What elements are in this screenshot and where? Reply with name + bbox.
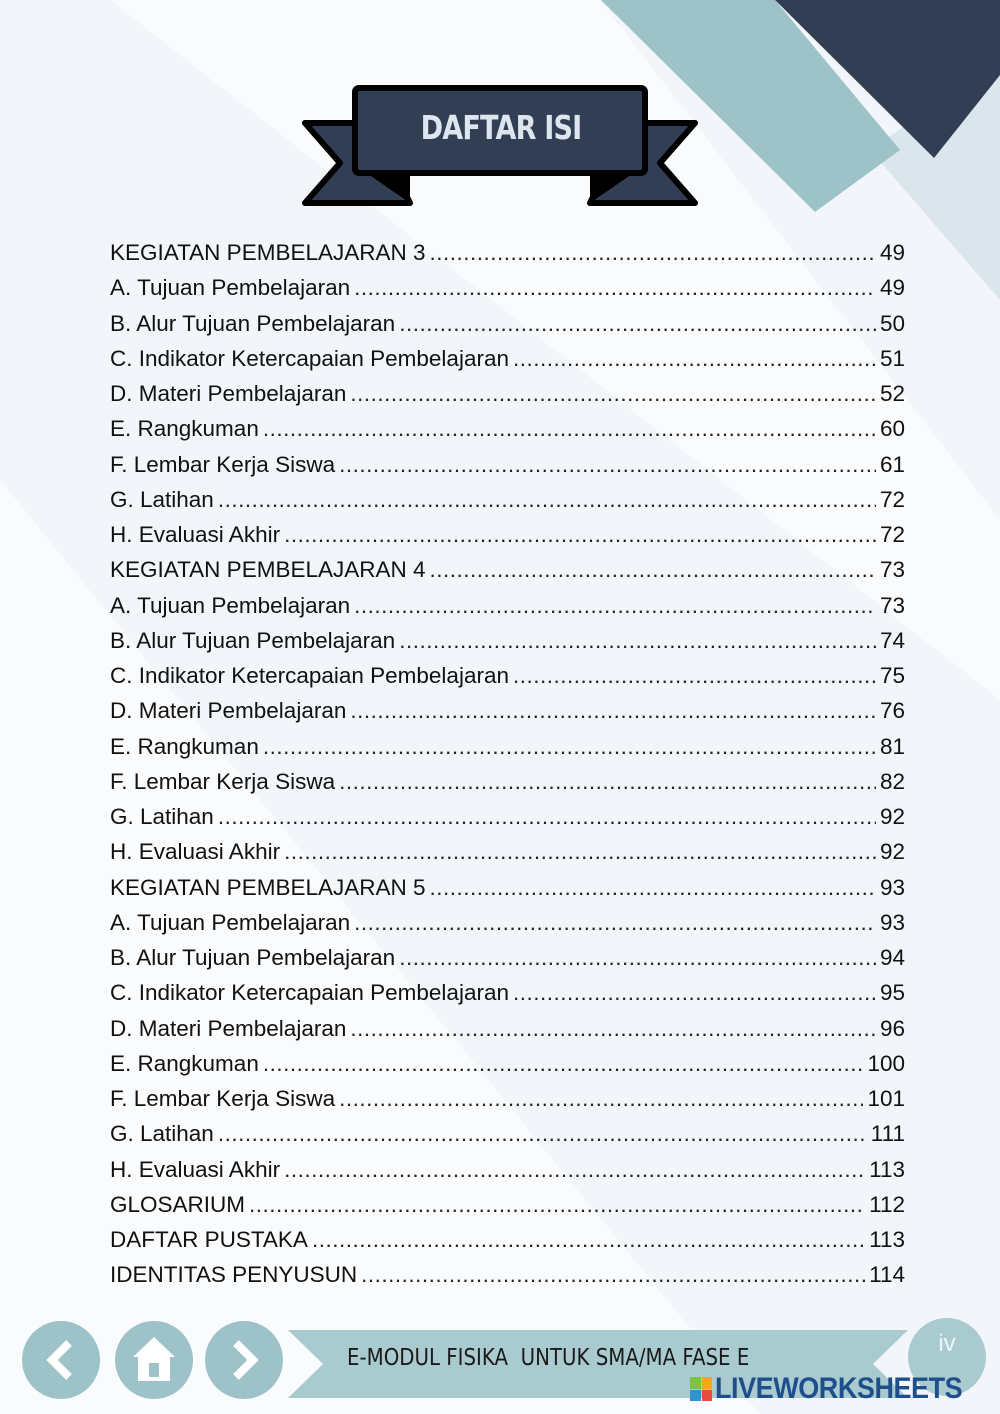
toc-entry-page: 50 — [879, 310, 905, 336]
toc-entry-page: 113 — [869, 1156, 905, 1182]
toc-entry[interactable] — [110, 1192, 905, 1227]
toc-entry[interactable] — [110, 346, 905, 381]
toc-entry-page: 52 — [879, 381, 905, 406]
toc-entry-page: 49 — [879, 275, 905, 301]
toc-entry-label: A. Tujuan Pembelajaran — [110, 592, 351, 618]
toc-entry[interactable] — [110, 698, 905, 733]
toc-entry-label: C. Indikator Ketercapaian Pembelajaran — [110, 345, 509, 371]
watermark-text: LIVEWORKSHEETS — [715, 1372, 963, 1405]
toc-entry-page: 75 — [879, 663, 905, 688]
dot-leader — [263, 416, 876, 442]
dot-leader — [513, 663, 876, 689]
toc-entry-label: KEGIATAN PEMBELAJARAN 3 — [110, 240, 426, 265]
toc-entry-page: 49 — [879, 240, 905, 265]
toc-entry-label: C. Indikator Ketercapaian Pembelajaran — [110, 663, 509, 688]
dot-leader — [218, 487, 876, 513]
toc-entry-label: H. Evaluasi Akhir — [110, 1156, 281, 1182]
toc-entry[interactable] — [110, 875, 905, 910]
toc-entry-page: 111 — [870, 1121, 905, 1147]
table-of-contents — [110, 240, 905, 1298]
toc-entry[interactable] — [110, 1121, 905, 1156]
dot-leader — [354, 275, 876, 301]
liveworksheets-logo-icon — [690, 1377, 712, 1401]
dot-leader — [354, 910, 876, 936]
toc-entry-label: A. Tujuan Pembelajaran — [110, 909, 351, 935]
toc-entry-page: 72 — [879, 486, 905, 512]
toc-entry-page: 82 — [879, 768, 905, 794]
toc-entry[interactable] — [110, 1016, 905, 1051]
dot-leader — [339, 452, 876, 478]
toc-entry-label: H. Evaluasi Akhir — [110, 839, 281, 865]
toc-entry-page: 51 — [879, 345, 905, 371]
dot-leader — [350, 1016, 876, 1042]
chevron-left-icon — [22, 1321, 100, 1399]
toc-entry-label: GLOSARIUM — [110, 1191, 246, 1217]
toc-entry-label: E. Rangkuman — [110, 1050, 259, 1076]
toc-entry[interactable] — [110, 452, 905, 487]
toc-entry-page: 81 — [879, 733, 905, 759]
toc-entry-label: B. Alur Tujuan Pembelajaran — [110, 310, 396, 336]
toc-entry-label: E. Rangkuman — [110, 733, 259, 759]
toc-entry[interactable] — [110, 381, 905, 416]
dot-leader — [513, 980, 876, 1006]
dot-leader — [430, 557, 876, 583]
toc-entry[interactable] — [110, 1157, 905, 1192]
toc-entry[interactable] — [110, 628, 905, 663]
toc-entry[interactable] — [110, 769, 905, 804]
toc-entry-label: G. Latihan — [110, 804, 214, 829]
toc-entry-label: C. Indikator Ketercapaian Pembelajaran — [110, 980, 509, 1006]
dot-leader — [263, 1051, 864, 1077]
toc-entry[interactable] — [110, 311, 905, 346]
toc-entry-page: 72 — [879, 522, 905, 547]
dot-leader — [350, 698, 876, 724]
toc-entry-label: F. Lembar Kerja Siswa — [110, 768, 336, 794]
dot-leader — [218, 1121, 867, 1147]
toc-entry-page: 73 — [879, 557, 905, 583]
toc-entry[interactable] — [110, 663, 905, 698]
toc-entry-page: 74 — [879, 627, 905, 653]
toc-entry-label: F. Lembar Kerja Siswa — [110, 1086, 336, 1111]
prev-page-button[interactable] — [22, 1321, 100, 1399]
toc-entry-page: 93 — [879, 909, 905, 935]
next-page-button[interactable] — [205, 1321, 283, 1399]
dot-leader — [284, 839, 876, 865]
toc-entry[interactable] — [110, 275, 905, 310]
dot-leader — [430, 240, 876, 266]
toc-entry[interactable] — [110, 734, 905, 769]
dot-leader — [361, 1262, 865, 1288]
dot-leader — [339, 1086, 863, 1112]
home-icon — [115, 1321, 193, 1399]
liveworksheets-watermark — [690, 1372, 990, 1406]
dot-leader — [399, 945, 876, 971]
dot-leader — [284, 522, 876, 548]
toc-entry-label: H. Evaluasi Akhir — [110, 522, 281, 547]
toc-entry-label: F. Lembar Kerja Siswa — [110, 451, 336, 477]
toc-entry[interactable] — [110, 593, 905, 628]
dot-leader — [513, 346, 876, 372]
toc-entry[interactable] — [110, 557, 905, 592]
toc-entry[interactable] — [110, 839, 905, 874]
footer-module-title: E-MODUL FISIKA UNTUK SMA/MA FASE E — [347, 1345, 750, 1371]
toc-entry-label: B. Alur Tujuan Pembelajaran — [110, 627, 396, 653]
dot-leader — [284, 1157, 865, 1183]
page-number: iv — [908, 1318, 986, 1396]
toc-entry[interactable] — [110, 240, 905, 275]
home-button[interactable] — [115, 1321, 193, 1399]
toc-entry-label: KEGIATAN PEMBELAJARAN 5 — [110, 874, 426, 900]
toc-entry[interactable] — [110, 945, 905, 980]
toc-entry-page: 113 — [869, 1227, 905, 1252]
toc-entry[interactable] — [110, 804, 905, 839]
toc-entry-label: D. Materi Pembelajaran — [110, 698, 347, 724]
toc-entry-label: D. Materi Pembelajaran — [110, 381, 347, 406]
toc-entry-page: 96 — [879, 1015, 905, 1041]
dot-leader — [263, 734, 876, 760]
dot-leader — [350, 381, 876, 407]
toc-entry-label: A. Tujuan Pembelajaran — [110, 275, 351, 301]
toc-entry[interactable] — [110, 1262, 905, 1297]
toc-entry[interactable] — [110, 522, 905, 557]
dot-leader — [399, 628, 876, 654]
toc-entry-page: 100 — [867, 1050, 905, 1076]
toc-entry[interactable] — [110, 1086, 905, 1121]
toc-entry[interactable] — [110, 910, 905, 945]
toc-entry-label: IDENTITAS PENYUSUN — [110, 1262, 358, 1288]
toc-entry-page: 73 — [879, 592, 905, 618]
toc-entry[interactable] — [110, 416, 905, 451]
toc-entry-page: 92 — [879, 839, 905, 865]
toc-entry-page: 92 — [879, 804, 905, 829]
dot-leader — [399, 311, 876, 337]
page-title: DAFTAR ISI — [420, 107, 582, 147]
dot-leader — [218, 804, 876, 830]
toc-entry-page: 93 — [879, 874, 905, 900]
toc-entry-page: 95 — [879, 980, 905, 1006]
dot-leader — [430, 875, 876, 901]
toc-entry-label: DAFTAR PUSTAKA — [110, 1227, 308, 1252]
dot-leader — [249, 1192, 865, 1218]
toc-entry-label: KEGIATAN PEMBELAJARAN 4 — [110, 557, 426, 583]
toc-entry-label: G. Latihan — [110, 486, 214, 512]
toc-entry[interactable] — [110, 487, 905, 522]
toc-entry-page: 94 — [879, 945, 905, 970]
toc-entry[interactable] — [110, 1227, 905, 1262]
toc-entry-page: 61 — [879, 451, 905, 477]
dot-leader — [354, 593, 876, 619]
dot-leader — [312, 1227, 865, 1253]
toc-entry-label: G. Latihan — [110, 1121, 214, 1147]
toc-entry-page: 60 — [879, 416, 905, 442]
toc-entry-label: B. Alur Tujuan Pembelajaran — [110, 945, 396, 970]
chevron-right-icon — [205, 1321, 283, 1399]
toc-entry[interactable] — [110, 980, 905, 1015]
toc-entry-page: 76 — [879, 698, 905, 724]
toc-entry-page: 114 — [869, 1262, 905, 1288]
toc-entry-page: 101 — [867, 1086, 905, 1111]
toc-entry-page: 112 — [869, 1191, 905, 1217]
dot-leader — [339, 769, 876, 795]
toc-entry[interactable] — [110, 1051, 905, 1086]
toc-entry-label: D. Materi Pembelajaran — [110, 1015, 347, 1041]
toc-entry-label: E. Rangkuman — [110, 416, 259, 442]
